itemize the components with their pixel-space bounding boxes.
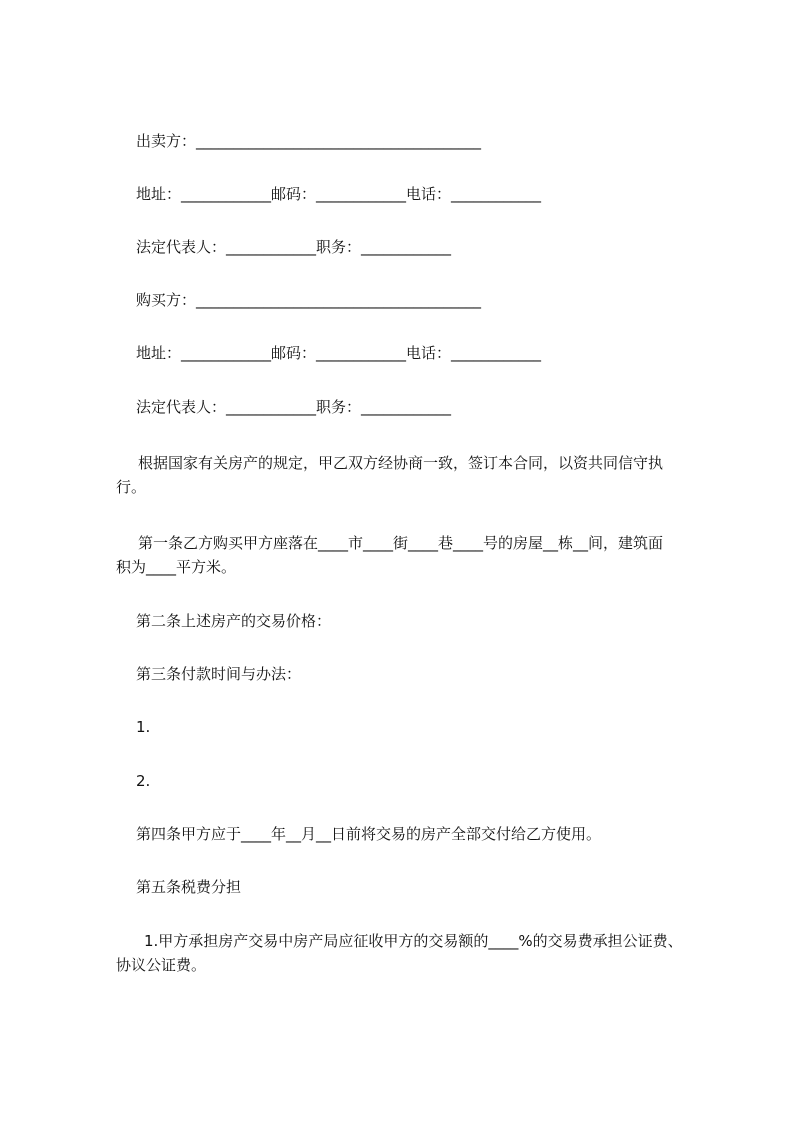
buyer-representative-line: 法定代表人：____________职务：____________: [136, 398, 452, 416]
article-2-line: 第二条上述房产的交易价格：: [136, 612, 332, 630]
seller-representative-line: 法定代表人：____________职务：____________: [136, 238, 452, 256]
preamble-paragraph: [0, 451, 793, 499]
article-5-item-1-line-2: 协议公证费。: [116, 956, 207, 974]
payment-item-1: 1.: [136, 718, 151, 736]
article-1-line-2: 积为____平方米。: [116, 558, 237, 576]
seller-line: 出卖方：______________________________________: [136, 132, 482, 150]
article-4-line: 第四条甲方应于____年__月__日前将交易的房产全部交付给乙方使用。: [136, 825, 602, 843]
article-5-line: 第五条税费分担: [136, 878, 242, 896]
buyer-line: 购买方：______________________________________: [136, 291, 482, 309]
article-3-line: 第三条付款时间与办法：: [136, 665, 302, 683]
buyer-address-line: 地址：____________邮码：____________电话：____________: [136, 344, 542, 362]
payment-item-2: 2.: [136, 772, 151, 790]
article-1-line-1: 第一条乙方购买甲方座落在____市____街____巷____号的房屋__栋__间，建筑面: [138, 534, 664, 552]
article-5-item-1-line-1: 1.甲方承担房产交易中房产局应征收甲方的交易额的____%的交易费承担公证费、: [144, 932, 683, 950]
preamble-line-2: 行。: [116, 478, 147, 496]
article-5-item-1-paragraph: [0, 929, 793, 977]
seller-address-line: 地址：____________邮码：____________电话：____________: [136, 185, 542, 203]
article-1-paragraph: [0, 531, 793, 579]
preamble-line-1: 根据国家有关房产的规定，甲乙双方经协商一致，签订本合同，以资共同信守执: [138, 454, 664, 472]
